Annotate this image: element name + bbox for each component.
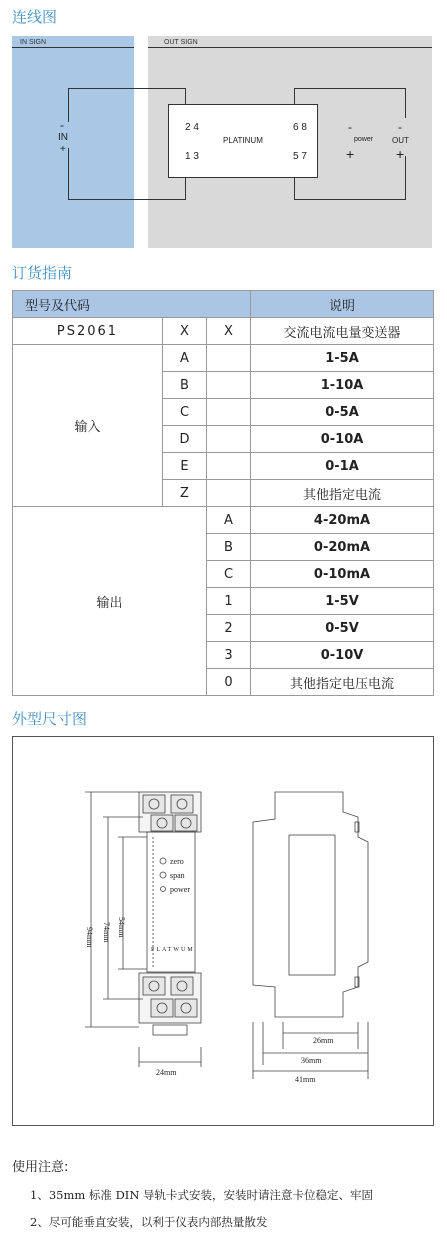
table-header-row bbox=[13, 291, 434, 318]
front-brand-label: PLATWUM bbox=[151, 947, 195, 953]
output-desc: 0-10mA bbox=[251, 561, 434, 588]
out-minus-sign: - bbox=[398, 120, 402, 134]
input-desc: 0-10A bbox=[251, 426, 434, 453]
in-sign-label: IN SIGN bbox=[20, 39, 47, 46]
output-desc: 其他指定电压电流 bbox=[251, 669, 434, 696]
device-name: PLATINUM bbox=[223, 136, 263, 145]
output-code: 0 bbox=[207, 669, 251, 696]
out-label: OUT bbox=[392, 136, 409, 145]
terminal-1-3: 1 3 bbox=[185, 151, 199, 162]
header-description: 说明 bbox=[251, 291, 434, 318]
output-desc: 4-20mA bbox=[251, 507, 434, 534]
output-group-label: 输出 bbox=[13, 507, 207, 696]
in-plus-sign: + bbox=[60, 144, 66, 155]
width-26-label: 26mm bbox=[313, 1036, 334, 1045]
table-row bbox=[13, 507, 434, 534]
span-label: span bbox=[170, 871, 185, 880]
side-view bbox=[253, 792, 368, 1079]
placeholder-x1: X bbox=[163, 318, 207, 345]
terminal-6-8: 6 8 bbox=[293, 122, 307, 133]
table-row bbox=[13, 345, 434, 372]
power-label: power bbox=[354, 136, 374, 143]
output-code: 2 bbox=[207, 615, 251, 642]
out-panel-divider bbox=[148, 47, 432, 48]
front-view-labels bbox=[85, 857, 195, 1077]
output-code: A bbox=[207, 507, 251, 534]
empty-cell bbox=[207, 426, 251, 453]
output-code: 1 bbox=[207, 588, 251, 615]
output-desc: 0-10V bbox=[251, 642, 434, 669]
width-41-label: 41mm bbox=[295, 1075, 316, 1084]
out-sign-label: OUT SIGN bbox=[164, 39, 198, 46]
output-code: B bbox=[207, 534, 251, 561]
input-code: B bbox=[163, 372, 207, 399]
empty-cell bbox=[207, 480, 251, 507]
empty-cell bbox=[207, 399, 251, 426]
dimensions-section-title: 外型尺寸图 bbox=[12, 710, 88, 728]
placeholder-x2: X bbox=[207, 318, 251, 345]
input-desc: 1-10A bbox=[251, 372, 434, 399]
table-row bbox=[13, 318, 434, 345]
height-54-label: 54mm bbox=[117, 917, 126, 938]
input-desc: 其他指定电流 bbox=[251, 480, 434, 507]
terminal-2-4: 2 4 bbox=[185, 122, 199, 133]
empty-cell bbox=[207, 372, 251, 399]
side-view-labels bbox=[295, 1036, 334, 1084]
wiring-diagram bbox=[12, 36, 432, 248]
power-plus-sign: + bbox=[346, 146, 355, 162]
input-code: A bbox=[163, 345, 207, 372]
output-desc: 0-20mA bbox=[251, 534, 434, 561]
wiring-section-title: 连线图 bbox=[12, 8, 58, 26]
input-code: E bbox=[163, 453, 207, 480]
order-guide-table bbox=[12, 290, 434, 696]
terminal-5-7: 5 7 bbox=[293, 151, 307, 162]
input-code: C bbox=[163, 399, 207, 426]
width-36-label: 36mm bbox=[301, 1056, 322, 1065]
in-minus-sign: - bbox=[60, 118, 64, 132]
output-desc: 1-5V bbox=[251, 588, 434, 615]
power-minus-sign: - bbox=[348, 120, 352, 134]
height-74-label: 74mm bbox=[102, 922, 111, 943]
output-desc: 0-5V bbox=[251, 615, 434, 642]
input-panel bbox=[12, 36, 134, 248]
zero-label: zero bbox=[170, 857, 184, 866]
dimension-drawing-frame bbox=[12, 736, 434, 1126]
in-label: IN bbox=[58, 132, 68, 143]
model-description: 交流电流电量变送器 bbox=[251, 318, 434, 345]
order-guide-section-title: 订货指南 bbox=[12, 264, 73, 282]
usage-notes-title: 使用注意: bbox=[12, 1160, 69, 1175]
empty-cell bbox=[207, 345, 251, 372]
input-desc: 0-5A bbox=[251, 399, 434, 426]
in-panel-divider bbox=[12, 47, 134, 48]
input-desc: 0-1A bbox=[251, 453, 434, 480]
height-94-label: 94mm bbox=[85, 927, 94, 948]
dimension-drawing bbox=[13, 737, 433, 1125]
out-plus-sign: + bbox=[396, 146, 405, 162]
input-code: D bbox=[163, 426, 207, 453]
device-block bbox=[168, 104, 318, 178]
empty-cell bbox=[207, 453, 251, 480]
input-group-label: 输入 bbox=[13, 345, 163, 507]
width-24-label: 24mm bbox=[156, 1068, 177, 1077]
output-code: C bbox=[207, 561, 251, 588]
usage-note-item: 2、尽可能垂直安装，以利于仪表内部热量散发 bbox=[30, 1215, 268, 1229]
header-model-code: 型号及代码 bbox=[13, 291, 251, 318]
power-indicator-label: power bbox=[170, 885, 190, 894]
output-code: 3 bbox=[207, 642, 251, 669]
input-code: Z bbox=[163, 480, 207, 507]
usage-note-item: 1、35mm 标准 DIN 导轨卡式安装，安装时请注意卡位稳定、牢固 bbox=[30, 1188, 374, 1202]
input-desc: 1-5A bbox=[251, 345, 434, 372]
model-code: PS2061 bbox=[13, 318, 163, 345]
